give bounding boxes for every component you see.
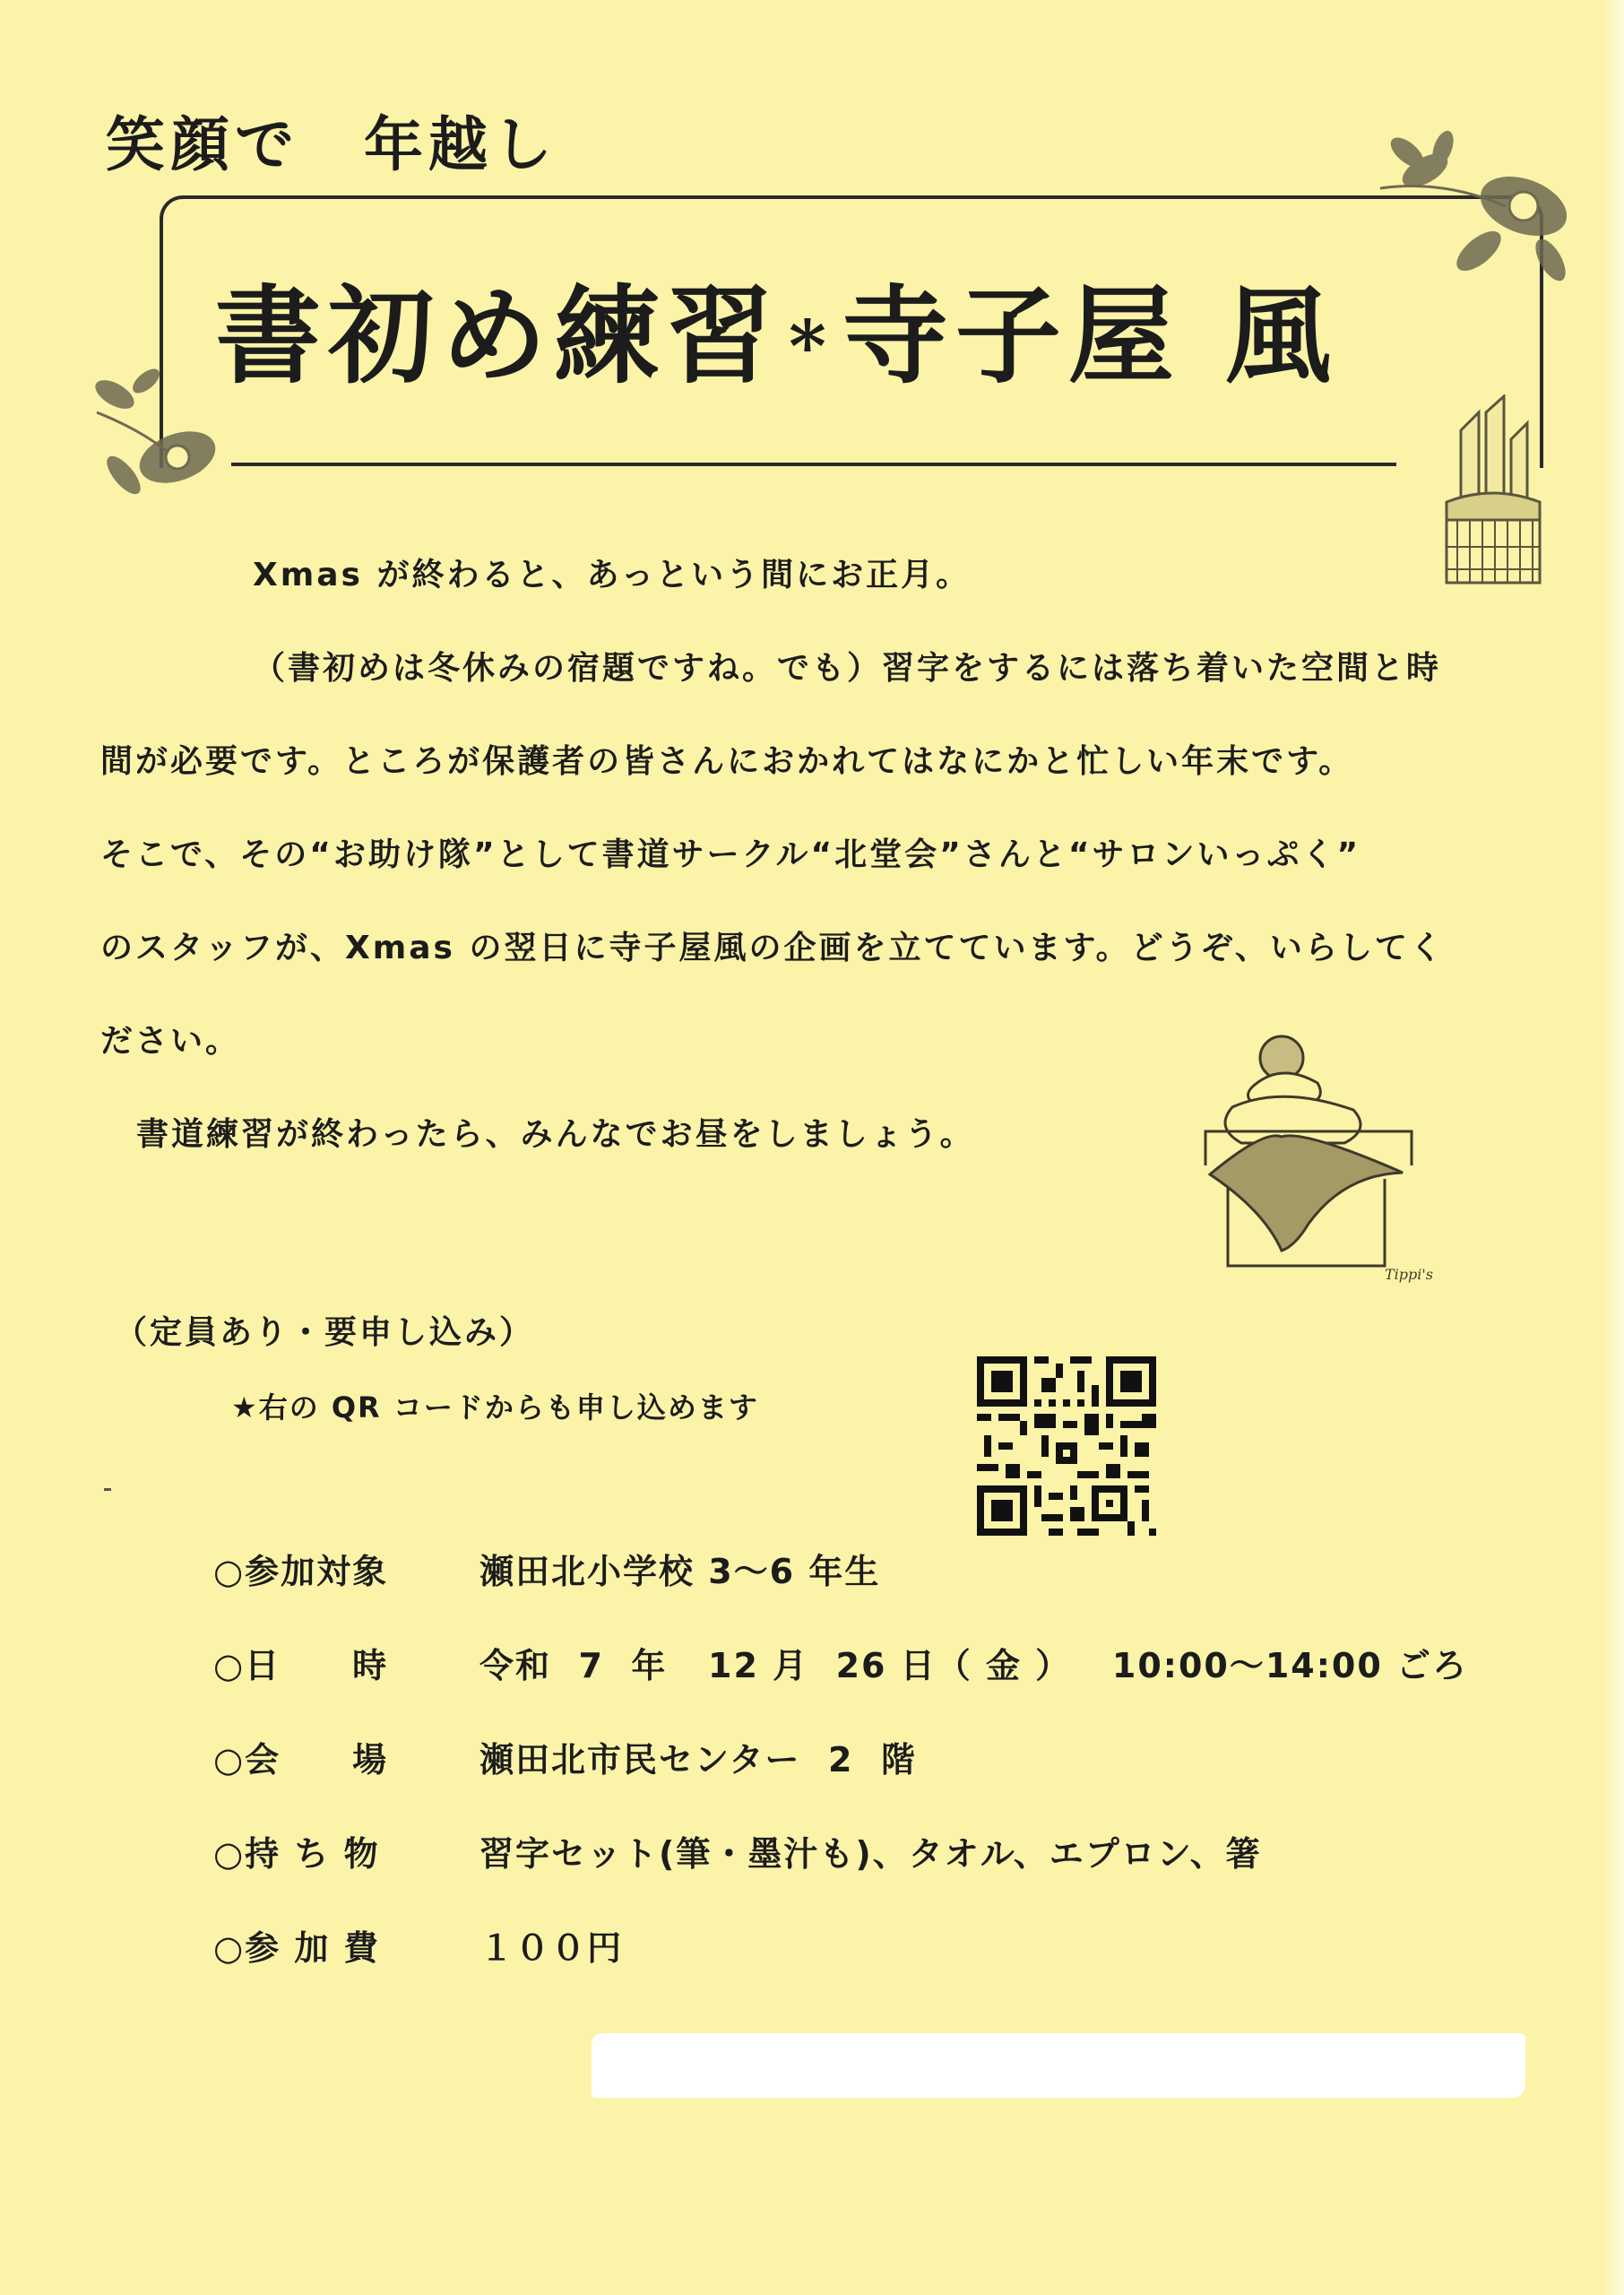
detail-value: 瀬田北市民センター 2 階 — [479, 1740, 917, 1780]
paragraph-line: 間が必要です。ところが保護者の皆さんにおかれてはなにかと忙しい年末です。 — [100, 743, 1354, 780]
title-asterisk: * — [789, 303, 834, 388]
title-main: 書初め練習 — [215, 273, 781, 398]
detail-label: ○参 加 費 — [213, 1928, 380, 1968]
paragraph-line: ださい。 — [100, 1023, 241, 1060]
paragraph-intro: Xmas が終わると、あっという間にお正月。 — [253, 557, 972, 593]
qr-note: ★右の QR コードからも申し込めます — [231, 1390, 759, 1425]
camellia-flower-icon — [79, 359, 240, 511]
detail-label: ○会 場 — [213, 1740, 389, 1780]
detail-label: ○参加対象 — [213, 1552, 389, 1591]
capacity-note: （定員あり・要申し込み） — [115, 1314, 535, 1351]
paragraph-line: そこで、その“お助け隊”として書道サークル“北堂会”さんと“サロンいっぷく” — [100, 836, 1361, 873]
illustration-signature: Tippi's — [1385, 1266, 1433, 1283]
detail-value: 瀬田北小学校 3～6 年生 — [479, 1552, 881, 1591]
title-sub: 寺子屋 風 — [842, 273, 1338, 398]
detail-label: ○日 時 — [213, 1646, 389, 1685]
detail-value: 令和 7 年 12 月 26 日（ 金 ） 10:00～14:00 ごろ — [479, 1646, 1469, 1685]
main-title — [215, 251, 1338, 403]
title-underline — [231, 463, 1396, 466]
scan-speck — [104, 1488, 111, 1491]
detail-value: 習字セット(筆・墨汁も)、タオル、エプロン、箸 — [479, 1834, 1262, 1874]
paragraph-line: （書初めは冬休みの宿題ですね。でも）習字をするには落ち着いた空間と時 — [253, 650, 1442, 687]
paragraph-lunch: 書道練習が終わったら、みんなでお昼をしましょう。 — [136, 1116, 975, 1153]
redacted-contact-block — [592, 2033, 1525, 2098]
qr-code-icon[interactable] — [977, 1356, 1156, 1536]
kagami-mochi-icon — [1192, 1031, 1461, 1300]
kicker-heading: 笑顔で 年越し — [106, 110, 557, 179]
detail-value: １００円 — [479, 1928, 624, 1968]
paragraph-line: のスタッフが、Xmas の翌日に寺子屋風の企画を立てています。どうぞ、いらしてく — [100, 930, 1445, 966]
detail-label: ○持 ち 物 — [213, 1834, 380, 1874]
camellia-flower-icon — [1371, 117, 1595, 296]
